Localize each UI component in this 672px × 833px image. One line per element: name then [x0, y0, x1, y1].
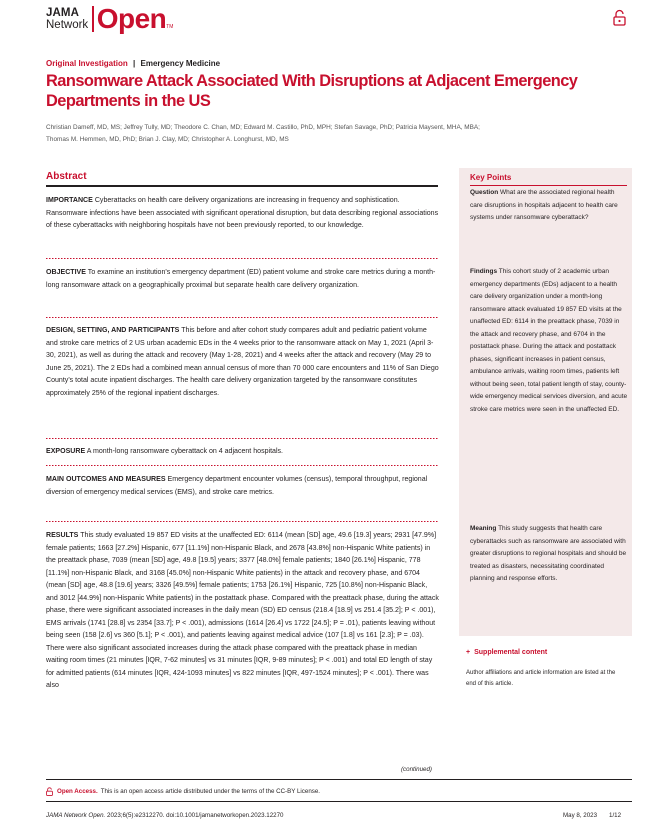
- journal-logo[interactable]: [46, 3, 174, 34]
- key-points-rule: [470, 185, 627, 186]
- abstract-design: [46, 325, 439, 400]
- author-list: [46, 122, 606, 145]
- key-points-heading: Key Points: [470, 173, 512, 182]
- open-access-lock-icon: [46, 787, 53, 796]
- abstract-importance: [46, 195, 439, 233]
- logo-open: Open: [96, 3, 167, 34]
- section-divider: [46, 317, 438, 318]
- continued-note: (continued): [401, 766, 432, 773]
- abstract-outcomes: [46, 474, 439, 499]
- footer-rule: [46, 779, 632, 780]
- key-points-question: [470, 187, 628, 225]
- objective-label: OBJECTIVE: [46, 269, 86, 276]
- logo-jama: JAMA: [46, 6, 79, 19]
- abstract-objective: [46, 267, 439, 292]
- findings-text: This cohort study of 2 academic urban emergency departments (EDs) adjacent to a health care delivery organization under a month-long ransomware attack evaluated 19 857 ED visits at the unaffected ED: 6114 in the preattack phase, 7039 in the attack and recovery phase, and 6704 in the postattack phase. During the attack and postattack phases, significant increases in patient census, ambulance arrivals, waiting room times, patients left without being seen, total patient length of stay, county-wide emergency medical services diversion, and acute stroke care metrics were seen in the unaffected ED.: [470, 268, 628, 413]
- open-access-text: This is an open access article distributed under the terms of the CC-BY License.: [100, 788, 321, 795]
- outcomes-label: MAIN OUTCOMES AND MEASURES: [46, 476, 166, 483]
- section-separator: |: [133, 59, 136, 68]
- authors-line-1: Christian Dameff, MD, MS; Jeffrey Tully, MD; Theodore C. Chan, MD; Edward M. Castillo, PhD, MPH; Stefan Savage, PhD; Patricia Maysent, MHA, MBA;: [46, 124, 480, 131]
- page-number: 1/12: [609, 812, 622, 819]
- design-label: DESIGN, SETTING, AND PARTICIPANTS: [46, 327, 180, 334]
- open-access-label: Open Access.: [57, 788, 98, 795]
- section-divider: [46, 258, 438, 259]
- authors-line-2: Thomas M. Hemmen, MD, PhD; Brian J. Clay, MD; Christopher A. Longhurst, MD, MS: [46, 135, 289, 143]
- open-access-notice: [46, 787, 320, 796]
- supplemental-content-link[interactable]: [466, 649, 547, 656]
- journal-name: JAMA Network Open.: [46, 812, 106, 819]
- exposure-text: A month-long ransomware cyberattack on 4 adjacent hospitals.: [86, 448, 283, 455]
- question-label: Question: [470, 189, 499, 196]
- article-section-label: [46, 59, 220, 68]
- article-specialty: Emergency Medicine: [140, 59, 221, 68]
- citation-text: 2023;6(5):e2312270. doi:10.1001/jamanetworkopen.2023.12270: [107, 812, 284, 819]
- results-label: RESULTS: [46, 532, 79, 539]
- article-type: Original Investigation: [46, 59, 128, 68]
- open-access-lock-icon: [613, 9, 626, 26]
- abstract-rule: [46, 185, 438, 187]
- plus-icon: +: [466, 649, 471, 656]
- article-title: Ransomware Attack Associated With Disruptions at Adjacent Emergency Departments in the US: [46, 72, 578, 110]
- key-points-meaning: [470, 523, 628, 586]
- logo-network: Network: [46, 18, 89, 31]
- outcomes-text: Emergency department encounter volumes (census), temporal throughput, regional diversion of emergency medical services (EMS), and stroke care metrics.: [46, 476, 428, 496]
- abstract-exposure: [46, 446, 439, 459]
- question-text: What are the associated regional health care disruptions in hospitals adjacent to health care systems under ransomware cyberattack?: [470, 189, 618, 221]
- exposure-label: EXPOSURE: [46, 448, 86, 455]
- citation: [46, 812, 284, 819]
- importance-text: Cyberattacks on health care delivery organizations are increasing in frequency and sophistication. Ransomware infections have been associated with significant operational disruption, but data describing regional associations of these cyberattacks with neighboring hospitals have not been previously reported, to our knowledge.: [46, 197, 439, 229]
- findings-label: Findings: [470, 268, 498, 275]
- affiliations-note: Author affiliations and article information are listed at the end of this article.: [466, 670, 616, 687]
- importance-label: IMPORTANCE: [46, 197, 93, 204]
- supplemental-label: Supplemental content: [474, 649, 548, 656]
- logo-divider: [92, 6, 94, 32]
- footer-rule: [46, 801, 632, 802]
- objective-text: To examine an institution's emergency department (ED) patient volume and stroke care metrics during a month-long ransomware attack on a geographically proximal but separate health care delivery organization.: [46, 269, 436, 289]
- key-points-findings: [470, 266, 628, 416]
- section-divider: [46, 521, 438, 522]
- design-text: This before and after cohort study compares adult and pediatric patient volume and stroke care metrics of 2 US urban academic EDs in the 4 weeks prior to the ransomware attack on May 1, 2021 (April 3-30, 2021), as well as during the attack and recovery (May 1-28, 2021) and 4 weeks after the attack and recovery (May 29 to June 25, 2021). The 2 EDs had a combined mean annual census of more than 70 000 care encounters and 11% of San Diego County's total acute inpatient discharges. The health care delivery organization targeted by the ransomware constitutes approximately 25% of the regional inpatient discharges.: [46, 327, 439, 397]
- meaning-label: Meaning: [470, 525, 497, 532]
- results-text: This study evaluated 19 857 ED visits at the unaffected ED: 6114 (mean [SD] age, 49.6 [19.3] years; 2931 [47.9%] female patients; 1663 [27.2%] Hispanic, 677 [11.1%] non-Hispanic Black, and 2678 [43.8%] non-Hispanic White patients) in the preattack phase, 7039 (mean [SD] age, 49.8 [19.5] years; 3377 [48.0%] female patients; 1840 [26.1%] Hispanic, 778 [11.1%] non-Hispanic Black, and 3168 [45.0%] non-Hispanic White patients) in the attack and recovery phase, and 6704 (mean [SD] age, 48.8 [19.6] years; 3326 [49.5%] female patients; 1753 [26.1%] Hispanic, 725 [10.8%] non-Hispanic Black, and 3012 [44.9%] non-Hispanic White patients) in the postattack phase. Compared with the preattack phase, during the attack phase, there were significant associated increases in the daily mean (SD) ED census (218.4 [18.9] vs 251.4 [35.2]; P < .001), EMS arrivals (1741 [28.8] vs 2354 [33.7]; P < .001), admissions (1614 [26.4] vs 1722 [24.5]; P = .01), patients leaving without being seen (158 [2.6] vs 360 [5.1]; P < .001), and patients leaving against medical advice (107 [1.8] vs 161 [2.3]; P = .03). There were also significant associated increases during the attack phase compared with the preattack phase in median waiting room times (21 minutes [IQR, 7-62 minutes] vs 31 minutes [IQR, 9-89 minutes]; P < .001) and total ED length of stay for admitted patients (614 minutes [IQR, 424-1093 minutes] vs 822 minutes [IQR, 497-1524 minutes]; P < .001). There was also: [46, 532, 439, 689]
- section-divider: [46, 465, 438, 466]
- section-divider: [46, 438, 438, 439]
- abstract-results: [46, 530, 439, 693]
- meaning-text: This study suggests that health care cyberattacks such as ransomware are associated with greater disruptions to regional hospitals and should be treated as disasters, necessitating coordinated planning and response efforts.: [470, 525, 627, 582]
- logo-trademark: TM: [166, 24, 174, 30]
- abstract-heading: Abstract: [46, 171, 87, 182]
- publication-date: May 8, 2023: [563, 812, 598, 819]
- logo-wordmark: [46, 8, 88, 31]
